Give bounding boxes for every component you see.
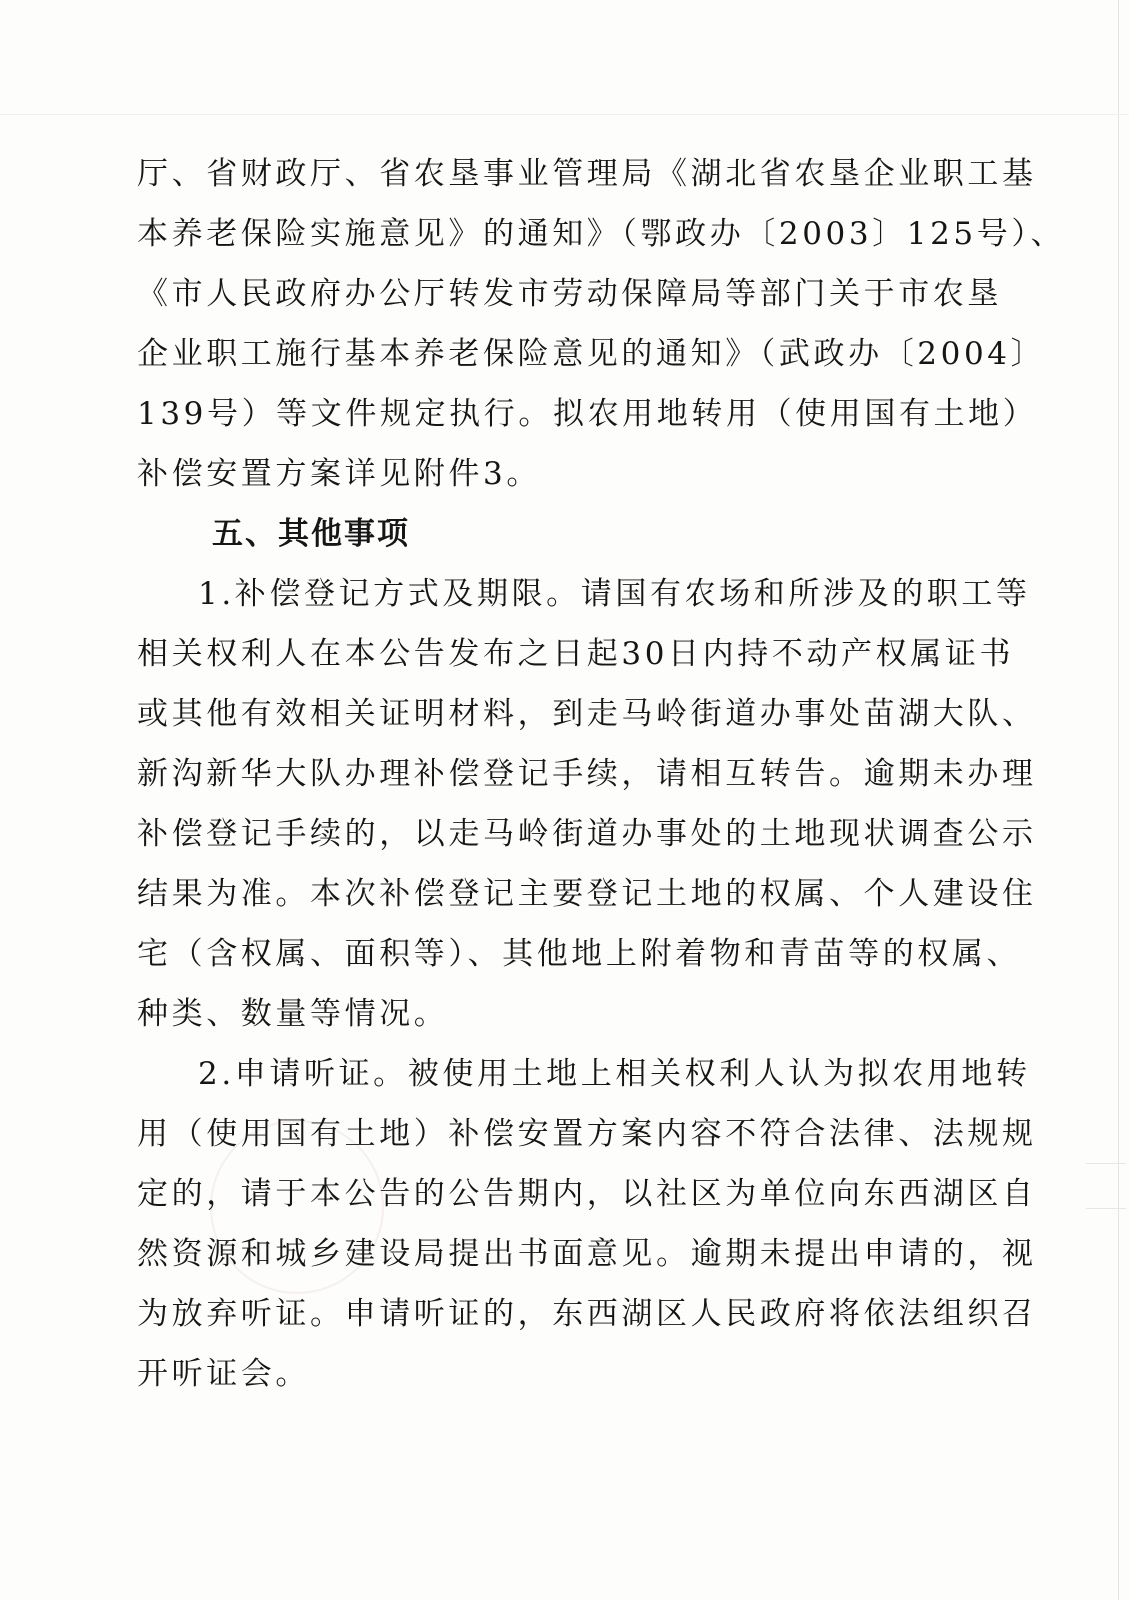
body-text-line: 然资源和城乡建设局提出书面意见。逾期未提出申请的，视 — [137, 1236, 1037, 1272]
scan-artifact-mark — [1086, 1163, 1126, 1164]
body-text-line: 《市人民政府办公厅转发市劳动保障局等部门关于市农垦 — [137, 276, 1002, 312]
paragraph-first-line: 1.补偿登记方式及期限。请国有农场和所涉及的职工等 — [198, 576, 1031, 612]
scan-artifact-line — [0, 114, 1129, 115]
scan-artifact-mark — [1086, 1208, 1126, 1209]
body-text-line: 本养老保险实施意见》的通知》（鄂政办〔2003〕125号）、 — [137, 216, 1066, 252]
body-text-line: 新沟新华大队办理补偿登记手续，请相互转告。逾期未办理 — [137, 756, 1037, 792]
body-text-line: 开听证会。 — [137, 1356, 310, 1392]
body-text-line: 企业职工施行基本养老保险意见的通知》（武政办〔2004〕 — [137, 336, 1046, 372]
paragraph-first-line: 2.申请听证。被使用土地上相关权利人认为拟农用地转 — [198, 1056, 1031, 1092]
scan-edge — [1118, 0, 1119, 1600]
body-text-line: 139号）等文件规定执行。拟农用地转用（使用国有土地） — [137, 396, 1038, 432]
body-text-line: 种类、数量等情况。 — [137, 996, 449, 1032]
body-text-line: 宅（含权属、面积等）、其他地上附着物和青苗等的权属、 — [137, 936, 1022, 972]
body-text-line: 结果为准。本次补偿登记主要登记土地的权属、个人建设住 — [137, 876, 1037, 912]
body-text-line: 相关权利人在本公告发布之日起30日内持不动产权属证书 — [137, 636, 1015, 672]
body-text-line: 或其他有效相关证明材料，到走马岭街道办事处苗湖大队、 — [137, 696, 1037, 732]
body-text-line: 补偿登记手续的，以走马岭街道办事处的土地现状调查公示 — [137, 816, 1037, 852]
section-heading: 五、其他事项 — [212, 516, 410, 552]
body-text-line: 定的，请于本公告的公告期内，以社区为单位向东西湖区自 — [137, 1176, 1037, 1212]
body-text-line: 用（使用国有土地）补偿安置方案内容不符合法律、法规规 — [137, 1116, 1037, 1152]
body-text-line: 厅、省财政厅、省农垦事业管理局《湖北省农垦企业职工基 — [137, 156, 1037, 192]
body-text-line: 补偿安置方案详见附件3。 — [137, 456, 541, 492]
body-text-line: 为放弃听证。申请听证的，东西湖区人民政府将依法组织召 — [137, 1296, 1037, 1332]
